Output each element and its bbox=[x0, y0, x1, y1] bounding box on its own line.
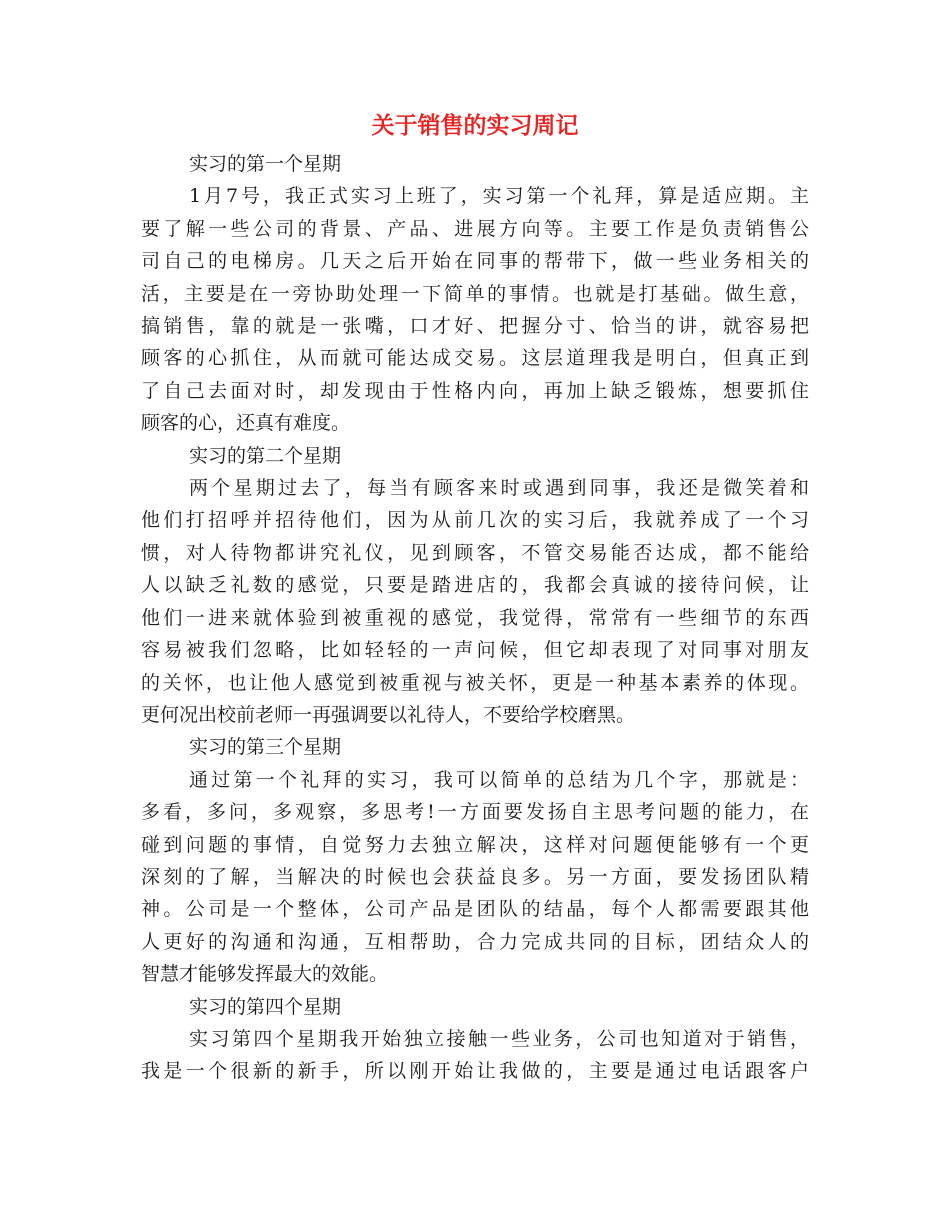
body-text-line: 碰到问题的事情，自觉努力去独立解决，这样对问题便能够有一个更 bbox=[141, 833, 809, 856]
body-text-line: 1月7号，我正式实习上班了，实习第一个礼拜，算是适应期。主 bbox=[189, 185, 809, 208]
document-page bbox=[141, 108, 809, 1088]
body-text-line: 司自己的电梯房。几天之后开始在同事的帮带下，做一些业务相关的 bbox=[141, 250, 809, 273]
body-text-line: 深刻的了解，当解决的时候也会获益良多。另一方面，要发扬团队精 bbox=[141, 865, 809, 888]
section-heading: 实习的第一个星期 bbox=[189, 153, 342, 175]
body-text-line: 容易被我们忽略，比如轻轻的一声问候，但它却表现了对同事对朋友 bbox=[141, 639, 809, 662]
body-text-line: 活，主要是在一旁协助处理一下简单的事情。也就是打基础。做生意， bbox=[141, 282, 809, 305]
document-title: 关于销售的实习周记 bbox=[371, 112, 579, 139]
section-heading: 实习的第二个星期 bbox=[189, 444, 342, 467]
body-text-line: 他们一进来就体验到被重视的感觉，我觉得，常常有一些细节的东西 bbox=[141, 606, 809, 629]
section-heading: 实习的第三个星期 bbox=[189, 736, 342, 759]
body-text-line: 我是一个很新的新手，所以刚开始让我做的，主要是通过电话跟客户 bbox=[141, 1060, 809, 1083]
body-text-line: 人以缺乏礼数的感觉，只要是踏进店的，我都会真诚的接待问候，让 bbox=[141, 574, 809, 597]
body-text-line: 顾客的心，还真有难度。 bbox=[141, 412, 351, 435]
body-text-line: 多看，多问，多观察，多思考!一方面要发扬自主思考问题的能力，在 bbox=[141, 801, 809, 824]
body-text-line: 的关怀，也让他人感觉到被重视与被关怀，更是一种基本素养的体现。 bbox=[141, 671, 809, 694]
body-text-line: 通过第一个礼拜的实习，我可以简单的总结为几个字，那就是： bbox=[189, 768, 809, 791]
body-text-line: 神。公司是一个整体，公司产品是团队的结晶，每个人都需要跟其他 bbox=[141, 898, 809, 921]
body-text-line: 了自己去面对时，却发现由于性格内向，再加上缺乏锻炼，想要抓住 bbox=[141, 379, 809, 402]
body-text-line: 顾客的心抓住，从而就可能达成交易。这层道理我是明白，但真正到 bbox=[141, 347, 809, 370]
document-body bbox=[141, 148, 809, 1088]
body-text-line: 智慧才能够发挥最大的效能。 bbox=[141, 963, 389, 986]
body-text-line: 他们打招呼并招待他们，因为从前几次的实习后，我就养成了一个习 bbox=[141, 509, 809, 532]
body-text-line: 搞销售，靠的就是一张嘴，口才好、把握分寸、恰当的讲，就容易把 bbox=[141, 315, 809, 338]
body-text-line: 惯，对人待物都讲究礼仪，见到顾客，不管交易能否达成，都不能给 bbox=[141, 541, 809, 564]
body-text-line: 更何况出校前老师一再强调要以礼待人，不要给学校磨黑。 bbox=[141, 703, 636, 726]
body-text-line: 人更好的沟通和沟通，互相帮助，合力完成共同的目标，团结众人的 bbox=[141, 930, 809, 953]
body-text-line: 实习第四个星期我开始独立接触一些业务，公司也知道对于销售， bbox=[189, 1027, 809, 1050]
body-text-line: 要了解一些公司的背景、产品、进展方向等。主要工作是负责销售公 bbox=[141, 217, 809, 240]
section-heading: 实习的第四个星期 bbox=[189, 995, 342, 1018]
body-text-line: 两个星期过去了，每当有顾客来时或遇到同事，我还是微笑着和 bbox=[189, 477, 809, 500]
